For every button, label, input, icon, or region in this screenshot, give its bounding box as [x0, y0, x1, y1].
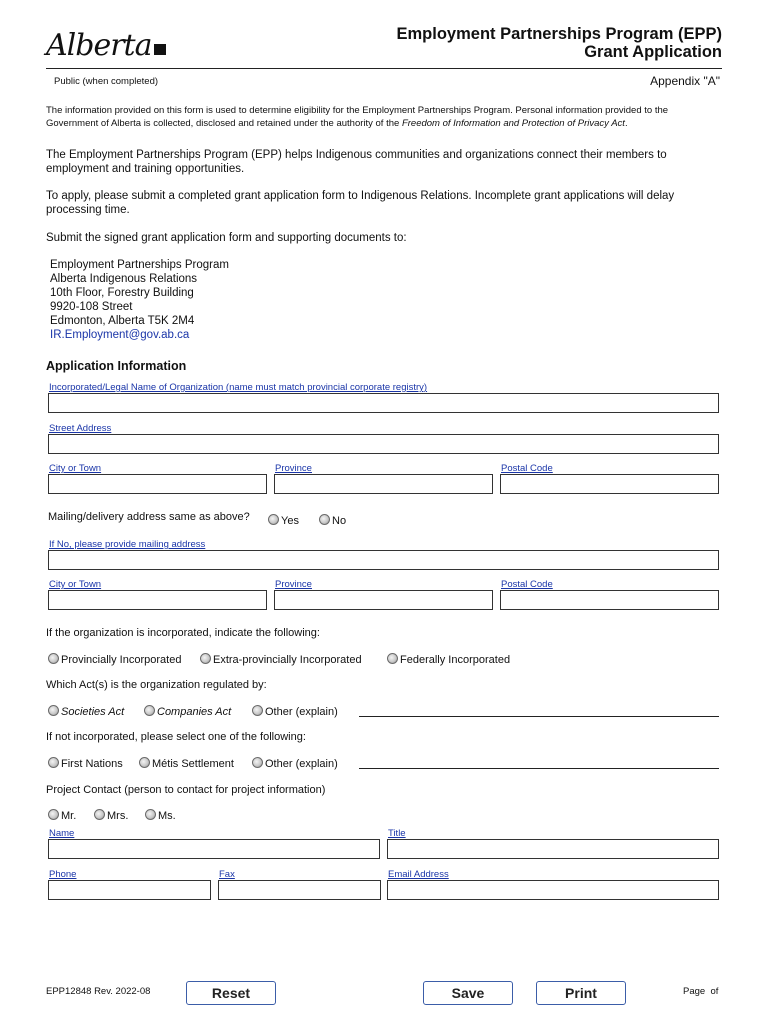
- phone-field[interactable]: [48, 880, 211, 900]
- intro-paragraph-2: To apply, please submit a completed grant application form to Indigenous Relations. Incomplete grant applications will delay processing time.: [46, 190, 675, 216]
- salutation-mr[interactable]: Mr.: [48, 806, 76, 824]
- contact-name-label: Name: [49, 828, 75, 839]
- address-line: 10th Floor, Forestry Building: [50, 287, 194, 299]
- email-address-label: Email Address: [388, 869, 449, 880]
- email-link[interactable]: IR.Employment@gov.ab.ca: [50, 329, 190, 341]
- notinc-option-other[interactable]: Other (explain): [252, 754, 338, 772]
- address-line: Alberta Indigenous Relations: [50, 273, 198, 285]
- notinc-option-metis[interactable]: Métis Settlement: [139, 754, 234, 772]
- radio-button[interactable]: [387, 653, 398, 664]
- reset-button[interactable]: Reset: [186, 981, 276, 1005]
- org-name-field[interactable]: [48, 393, 719, 413]
- acts-question: Which Act(s) is the organization regulated by:: [46, 679, 267, 691]
- province2-label: Province: [275, 579, 312, 590]
- contact-title-field[interactable]: [387, 839, 719, 859]
- classification-label: Public (when completed): [54, 76, 159, 87]
- radio-button[interactable]: [252, 757, 263, 768]
- salutation-ms[interactable]: Ms.: [145, 806, 176, 824]
- street-address-field[interactable]: [48, 434, 719, 454]
- print-button[interactable]: Print: [536, 981, 626, 1005]
- fax-label: Fax: [219, 869, 235, 880]
- save-button[interactable]: Save: [423, 981, 513, 1005]
- header-divider: [46, 68, 722, 69]
- act-other-explain-line[interactable]: [359, 716, 719, 717]
- mailing-address: [50, 258, 229, 342]
- radio-button[interactable]: [268, 514, 279, 525]
- page-number: Page of: [683, 986, 719, 997]
- intro-paragraph-3: Submit the signed grant application form and supporting documents to:: [46, 232, 407, 244]
- act-option-companies[interactable]: Companies Act: [144, 702, 231, 720]
- act-option-other[interactable]: Other (explain): [252, 702, 338, 720]
- radio-button[interactable]: [144, 705, 155, 716]
- notinc-other-explain-line[interactable]: [359, 768, 719, 769]
- province-field[interactable]: [274, 474, 493, 494]
- email-address-field[interactable]: [387, 880, 719, 900]
- radio-button[interactable]: [319, 514, 330, 525]
- inc-option-federal[interactable]: Federally Incorporated: [387, 650, 510, 668]
- postal2-field[interactable]: [500, 590, 719, 610]
- mailing-same-yes[interactable]: Yes: [268, 511, 299, 529]
- address-line: Edmonton, Alberta T5K 2M4: [50, 315, 195, 327]
- address-line: 9920-108 Street: [50, 301, 133, 313]
- privacy-notice: The information provided on this form is used to determine eligibility for the Employment Partnerships Program. Personal information provided to the Government of Alberta is collected, disclosed and retained under the authority of the Freedom of Information and Protection of Privacy Act.: [46, 105, 669, 129]
- org-name-label: Incorporated/Legal Name of Organization (name must match provincial corporate registry): [49, 382, 428, 393]
- mailing-address-field[interactable]: [48, 550, 719, 570]
- street-address-label: Street Address: [49, 423, 112, 434]
- section-heading: Application Information: [46, 359, 187, 373]
- address-line: Employment Partnerships Program: [50, 259, 229, 271]
- radio-button[interactable]: [145, 809, 156, 820]
- radio-button[interactable]: [94, 809, 105, 820]
- postal-code-field[interactable]: [500, 474, 719, 494]
- radio-button[interactable]: [48, 757, 59, 768]
- radio-button[interactable]: [48, 653, 59, 664]
- city-label: City or Town: [49, 463, 102, 474]
- city-field[interactable]: [48, 474, 267, 494]
- contact-title-label: Title: [388, 828, 406, 839]
- mailing-address-label: If No, please provide mailing address: [49, 539, 206, 550]
- notinc-option-first-nations[interactable]: First Nations: [48, 754, 123, 772]
- alberta-logo: Alberta: [46, 28, 166, 63]
- province-label: Province: [275, 463, 312, 474]
- province2-field[interactable]: [274, 590, 493, 610]
- incorporated-question: If the organization is incorporated, indicate the following:: [46, 627, 320, 639]
- radio-button[interactable]: [200, 653, 211, 664]
- mailing-same-no[interactable]: No: [319, 511, 346, 529]
- form-title: Employment Partnerships Program (EPP): [396, 25, 722, 43]
- phone-label: Phone: [49, 869, 77, 880]
- postal2-label: Postal Code: [501, 579, 553, 590]
- mailing-same-question: Mailing/delivery address same as above?: [48, 511, 250, 523]
- radio-button[interactable]: [48, 809, 59, 820]
- form-id: EPP12848 Rev. 2022-08: [46, 986, 151, 997]
- city2-label: City or Town: [49, 579, 102, 590]
- radio-button[interactable]: [139, 757, 150, 768]
- postal-code-label: Postal Code: [501, 463, 553, 474]
- radio-button[interactable]: [48, 705, 59, 716]
- inc-option-extra-provincial[interactable]: Extra-provincially Incorporated: [200, 650, 362, 668]
- city2-field[interactable]: [48, 590, 267, 610]
- salutation-mrs[interactable]: Mrs.: [94, 806, 128, 824]
- appendix-label: Appendix "A": [650, 74, 720, 88]
- inc-option-provincial[interactable]: Provincially Incorporated: [48, 650, 181, 668]
- act-option-societies[interactable]: Societies Act: [48, 702, 124, 720]
- not-incorporated-question: If not incorporated, please select one of the following:: [46, 731, 306, 743]
- contact-name-field[interactable]: [48, 839, 380, 859]
- project-contact-question: Project Contact (person to contact for project information): [46, 784, 326, 796]
- form-subtitle: Grant Application: [584, 43, 722, 61]
- intro-paragraph-1: The Employment Partnerships Program (EPP) helps Indigenous communities and organizations connect their members to employment and training opportunities.: [46, 149, 667, 175]
- radio-button[interactable]: [252, 705, 263, 716]
- fax-field[interactable]: [218, 880, 381, 900]
